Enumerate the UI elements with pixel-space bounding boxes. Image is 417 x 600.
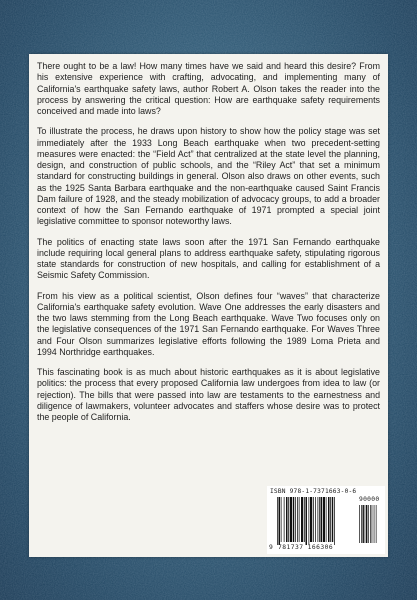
blurb — [37, 61, 380, 432]
barcode-bar — [297, 497, 298, 542]
barcode-bar — [306, 497, 308, 545]
barcode-bar — [281, 497, 282, 542]
isbn-barcode — [267, 486, 385, 554]
barcode-bar — [318, 497, 319, 542]
barcode-bar — [284, 497, 285, 542]
barcode-bar — [286, 497, 288, 542]
barcode-bar — [295, 497, 296, 542]
barcode-bar — [310, 497, 312, 542]
barcode-bar — [304, 497, 305, 542]
barcode-bar — [293, 497, 295, 542]
barcode-bar — [330, 497, 331, 542]
barcode-bar — [277, 497, 278, 545]
barcode-addon-bar — [368, 505, 369, 543]
barcode-bar — [326, 497, 327, 542]
barcode-bar — [299, 497, 300, 542]
barcode-bar — [290, 497, 292, 542]
paragraph-waves: From his view as a political scientist, Olson defines four “waves” that characterize California's earthquake safety evolution. Wave One addresses the early disasters and the two laws stemming from the Long Beach earthquake. Wave Two focuses only on the legislative consequences of the 1971 San Fernando earthquake. For Waves Three and Four Olson summarizes legislative efforts following the 1989 Loma Prieta and 1994 Northridge earthquakes. — [37, 290, 380, 357]
barcode-bar — [315, 497, 316, 542]
barcode-addon-bar — [366, 505, 367, 543]
barcode-digits-main: 781737 166306 — [278, 544, 334, 551]
barcode-bar — [309, 497, 310, 545]
barcode-addon-bar — [363, 505, 364, 543]
barcode-addon-bar — [370, 505, 371, 543]
barcode-bar — [332, 497, 334, 542]
barcode-addon-bar — [372, 505, 373, 543]
barcode-bar — [313, 497, 314, 542]
barcode-addon-bar — [376, 505, 377, 543]
barcode-addon-digits: 90000 — [359, 496, 380, 503]
barcode-bar — [321, 497, 323, 542]
barcode-bar — [334, 497, 335, 545]
paragraph-closing: This fascinating book is as much about historic earthquakes as it is about legislative politics: the process that every proposed California law undergoes from idea to law (or rejection). The bills that were passed into law are testaments to the earnestness and diligence of lawmakers, volunteer advocates and staffers whose desire was to protect the people of California. — [37, 367, 380, 422]
barcode-digit-first: 9 — [269, 544, 273, 551]
barcode-bar — [288, 497, 289, 542]
barcode-bar — [279, 497, 281, 545]
barcode-addon-bar — [359, 505, 360, 543]
barcode-bar — [323, 497, 325, 542]
barcode-bar — [301, 497, 303, 542]
paragraph-history: To illustrate the process, he draws upon history to show how the policy stage was set immediately after the 1933 Long Beach earthquake when two precedent-setting measures were enacted: the “Field Act” that centralized at the state level the planning, design, and construction of public schools, and the “Riley Act” that set a minimum standard for constructing buildings in general. Olson also draws on other events, such as the 1925 Santa Barbara earthquake and the non-earthquake caused Saint Francis Dam failure of 1928, and the steady mobilization of advocacy groups, to add a broader context of how the San Fernando earthquake of 1971 prompted a special joint legislative committee to sponsor noteworthy laws. — [37, 126, 380, 227]
isbn-label: ISBN 978-1-7371663-0-6 — [270, 488, 357, 495]
barcode-bar — [319, 497, 320, 542]
barcode-addon-bar — [365, 505, 366, 543]
barcode-addon-bar — [374, 505, 375, 543]
paragraph-politics: The politics of enacting state laws soon after the 1971 San Fernando earthquake include requiring local general plans to address earthquake safety, stipulating rigorous state standards for construction of new hospitals, and calling for establishment of a Seismic Safety Commission. — [37, 236, 380, 281]
barcode-addon-bar — [361, 505, 362, 543]
paragraph-intro: There ought to be a law! How many times have we said and heard this desire? From his extensive experience with crafting, advocating, and implementing many of California's earthquake safety laws, author Robert A. Olson takes the reader into the process by answering the critical question: How are earthquake safety requirements conceived and made into laws? — [37, 61, 380, 116]
barcode-bar — [328, 497, 330, 542]
